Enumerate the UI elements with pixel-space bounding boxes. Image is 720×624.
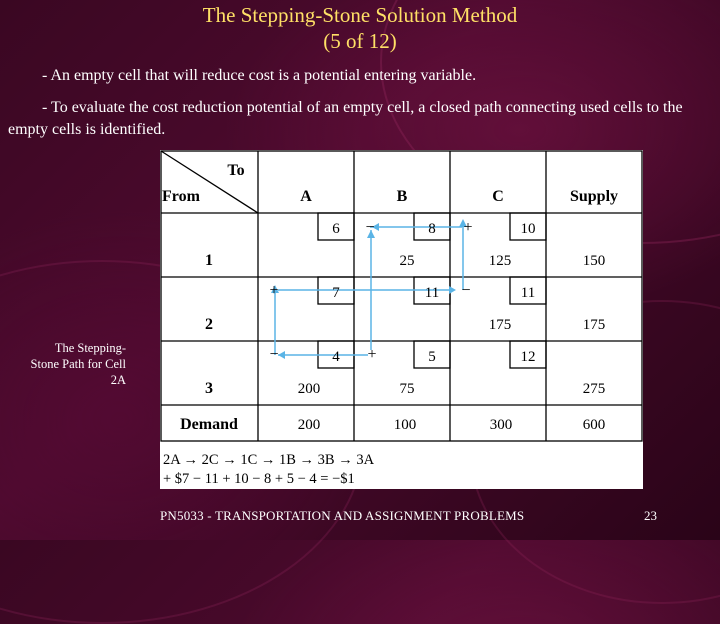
supply-1: 150	[582, 253, 606, 269]
allocation-2c: 175	[488, 317, 512, 333]
column-header-a: A	[300, 188, 312, 205]
demand-label: Demand	[180, 416, 238, 433]
cost-1a: 6	[332, 221, 340, 237]
column-header-supply: Supply	[569, 188, 619, 205]
column-header-b: B	[396, 188, 408, 205]
slide-title	[0, 2, 720, 54]
path-sign-3a: −	[269, 346, 279, 363]
allocation-1c: 125	[488, 253, 512, 269]
row-label-1: 1	[205, 252, 213, 269]
row-label-3: 3	[205, 380, 213, 397]
path-sign-1c: +	[463, 219, 473, 236]
supply-3: 275	[582, 381, 606, 397]
demand-b: 100	[393, 417, 417, 433]
figure-caption: The Stepping-Stone Path for Cell 2A	[30, 341, 126, 387]
cost-3b: 5	[428, 349, 436, 365]
bullet-closed-path: - To evaluate the cost reduction potential of an empty cell, a closed path connecting used cells to the empty cells is identified.	[8, 99, 683, 138]
cost-1c: 10	[520, 221, 536, 237]
path-formula-line1: 2A → 2C → 1C → 1B → 3B → 3A	[163, 452, 375, 468]
demand-total: 600	[582, 417, 606, 433]
cost-1b: 8	[428, 221, 436, 237]
path-sign-2c: −	[461, 282, 471, 299]
path-formula-line2: + $7 − 11 + 10 − 8 + 5 − 4 = −$1	[163, 471, 355, 487]
path-arrowhead	[449, 286, 456, 294]
header-from: From	[162, 188, 200, 205]
demand-a: 200	[297, 417, 321, 433]
slide-title-line1: The Stepping-Stone Solution Method	[202, 3, 518, 27]
slide-title-line2: (5 of 12)	[323, 29, 397, 53]
allocation-3b: 75	[399, 381, 415, 397]
path-sign-3b: +	[367, 346, 377, 363]
header-to: To	[227, 162, 245, 179]
bullet-entering-variable: - An empty cell that will reduce cost is a potential entering variable.	[42, 67, 477, 84]
cost-2c: 11	[520, 285, 536, 301]
row-label-2: 2	[205, 316, 213, 333]
cost-3c: 12	[520, 349, 536, 365]
page-number: 23	[644, 508, 657, 523]
path-arrowhead	[278, 351, 285, 359]
path-sign-1b: −	[365, 219, 375, 236]
cost-3a: 4	[332, 349, 340, 365]
transportation-tableau-figure	[160, 150, 643, 489]
allocation-3a: 200	[297, 381, 321, 397]
slide-footer: PN5033 - TRANSPORTATION AND ASSIGNMENT PROBLEMS	[160, 508, 525, 523]
path-sign-2a: +	[269, 282, 279, 299]
tableau-svg	[160, 150, 643, 489]
allocation-1b: 25	[399, 253, 415, 269]
supply-2: 175	[582, 317, 606, 333]
column-header-c: C	[492, 188, 504, 205]
cost-2b: 11	[424, 285, 440, 301]
demand-c: 300	[489, 417, 513, 433]
cost-2a: 7	[332, 285, 340, 301]
